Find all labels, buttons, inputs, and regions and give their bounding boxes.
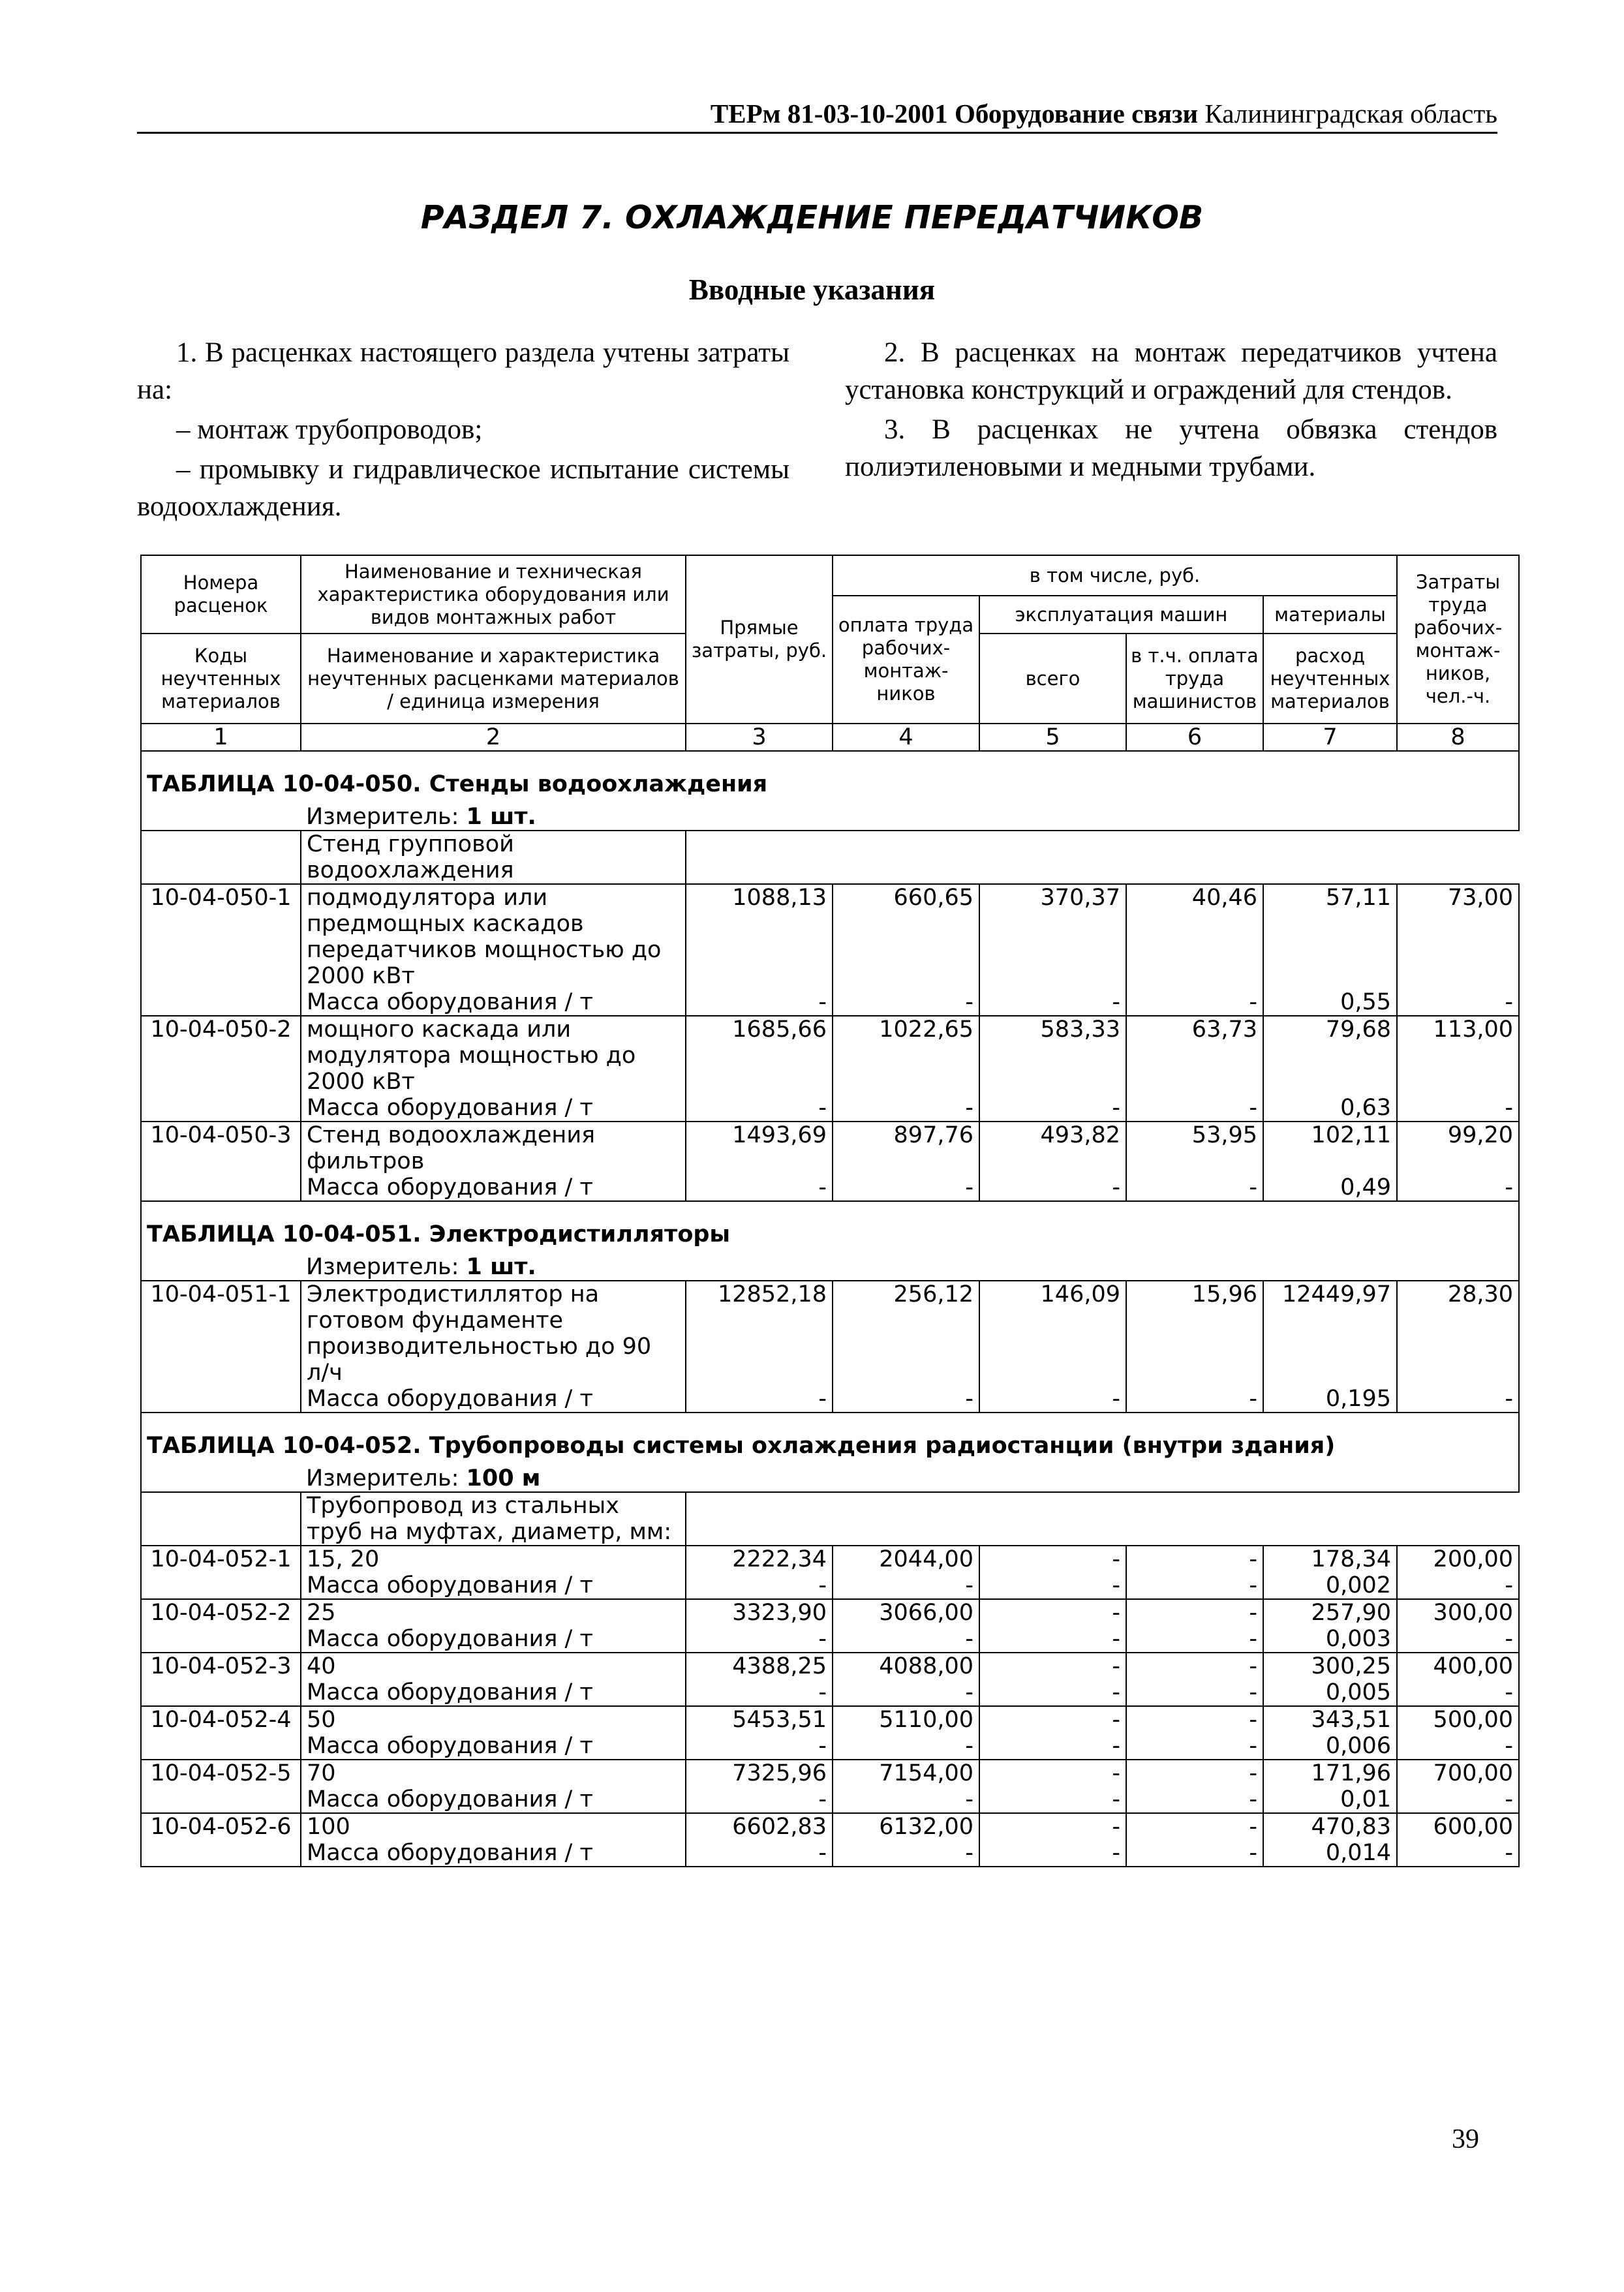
rate-value: 40,46 [1126,884,1263,989]
rate-value: - [979,1599,1126,1626]
mass-label: Масса оборудования / т [301,1572,686,1599]
measure-row [141,1254,1519,1281]
rate-value: 1685,66 [686,1016,833,1095]
mass-value: - [1397,989,1519,1016]
mass-value: - [833,1572,979,1599]
mass-value: - [979,1733,1126,1760]
mass-value: - [1126,1733,1263,1760]
mass-value: - [833,1840,979,1867]
measure-cell [301,1254,1519,1281]
mass-row [141,1840,1519,1867]
column-number: 2 [301,724,686,751]
rate-value: - [1126,1653,1263,1679]
rate-name: 15, 20 [301,1546,686,1572]
rate-value: 3323,90 [686,1599,833,1626]
mass-value: 0,195 [1263,1386,1397,1413]
mass-value: - [979,1840,1126,1867]
table-row [141,1760,1519,1786]
rates-table [140,555,1518,1867]
mass-value: - [686,1786,833,1813]
rate-value: 4388,25 [686,1653,833,1679]
table-row [141,1706,1519,1733]
mass-row [141,1174,1519,1201]
table-row [141,1546,1519,1572]
mass-value: - [1397,1572,1519,1599]
mass-value: - [979,1572,1126,1599]
rate-value: 600,00 [1397,1813,1519,1840]
rate-value: 300,25 [1263,1653,1397,1679]
rate-value: 178,34 [1263,1546,1397,1572]
mass-value: - [979,1626,1126,1653]
mass-row [141,1572,1519,1599]
header-col1-bottom: Коды неучтенных материалов [141,634,301,724]
rate-value: 1493,69 [686,1122,833,1174]
mass-value: - [1397,1626,1519,1653]
rate-value: - [979,1706,1126,1733]
mass-value: - [686,1386,833,1413]
rate-code: 10-04-052-5 [141,1760,301,1813]
measure-row [141,804,1519,831]
header-col4: оплата труда рабочих-монтаж-ников [833,596,979,724]
header-code: ТЕРм 81-03-10-2001 [710,99,948,129]
group-row [141,831,1519,884]
rate-code: 10-04-052-3 [141,1653,301,1706]
rate-value: - [1126,1599,1263,1626]
rate-value: 113,00 [1397,1016,1519,1095]
rate-name: 40 [301,1653,686,1679]
header-incl: в том числе, руб. [833,555,1397,596]
intro-paragraph: – промывку и гидравлическое испытание системы водоохлаждения. [137,454,789,522]
rate-value: 28,30 [1397,1281,1519,1386]
rate-name: Стенд водоохлаждения фильтров [301,1122,686,1174]
mass-value: - [833,1095,979,1122]
mass-value: - [1397,1786,1519,1813]
rate-value: 400,00 [1397,1653,1519,1679]
rate-value: 470,83 [1263,1813,1397,1840]
mass-value: - [833,1679,979,1706]
mass-value: 0,63 [1263,1095,1397,1122]
rate-value: - [1126,1760,1263,1786]
header-col3: Прямые затраты, руб. [686,555,833,724]
intro-paragraph: – монтаж трубопроводов; [176,414,483,445]
mass-value: 0,005 [1263,1679,1397,1706]
rate-value: 5453,51 [686,1706,833,1733]
column-number: 6 [1126,724,1263,751]
group-name: Стенд групповой водоохлаждения [301,831,686,884]
mass-value: - [1126,1840,1263,1867]
mass-value: - [833,1386,979,1413]
rate-value: - [979,1653,1126,1679]
rate-value: 1088,13 [686,884,833,989]
mass-value: - [1126,1626,1263,1653]
mass-value: - [686,1679,833,1706]
measure-value: 1 шт. [466,804,536,830]
measure-cell [301,804,1519,831]
rate-code: 10-04-052-2 [141,1599,301,1653]
rate-value: 300,00 [1397,1599,1519,1626]
intro-paragraph: 3. В расценках не учтена обвязка стендов полиэтиленовыми и медными трубами. [845,414,1497,482]
mass-label: Масса оборудования / т [301,1626,686,1653]
intro-title: Вводные указания [688,273,936,306]
column-number: 3 [686,724,833,751]
column-number: 8 [1397,724,1519,751]
rate-code: 10-04-050-1 [141,884,301,1016]
mass-value: - [686,1626,833,1653]
rate-value: 493,82 [979,1122,1126,1174]
table-title: ТАБЛИЦА 10-04-050. Стенды водоохлаждения [141,751,1519,804]
header-machines: эксплуатация машин [979,596,1263,634]
header-col7: расход неучтенных материалов [1263,634,1397,724]
mass-value: 0,002 [1263,1572,1397,1599]
rate-value: 15,96 [1126,1281,1263,1386]
mass-value: - [833,1733,979,1760]
rate-value: - [1126,1706,1263,1733]
measure-spacer [141,1465,301,1492]
page-number: 39 [1452,2124,1479,2154]
mass-value: - [979,1786,1126,1813]
rate-code: 10-04-051-1 [141,1281,301,1413]
rate-value: - [979,1546,1126,1572]
rate-value: 3066,00 [833,1599,979,1626]
table-title-row [141,1201,1519,1254]
mass-value: 0,01 [1263,1786,1397,1813]
mass-row [141,989,1519,1016]
mass-value: - [979,1679,1126,1706]
header-region: Калининградская область [1204,99,1497,129]
mass-label: Масса оборудования / т [301,1840,686,1867]
table-row [141,1653,1519,1679]
rate-value: - [1126,1813,1263,1840]
rate-value: 256,12 [833,1281,979,1386]
mass-value: - [833,1786,979,1813]
rate-value: 500,00 [1397,1706,1519,1733]
rate-value: 700,00 [1397,1760,1519,1786]
mass-value: - [833,989,979,1016]
mass-value: - [686,1095,833,1122]
mass-value: - [1397,1679,1519,1706]
rate-name: 100 [301,1813,686,1840]
mass-value: - [1397,1386,1519,1413]
rate-code: 10-04-050-2 [141,1016,301,1122]
rate-value: 146,09 [979,1281,1126,1386]
rate-value: 660,65 [833,884,979,989]
mass-value: - [1126,1679,1263,1706]
mass-value: - [686,1572,833,1599]
table-row [141,1281,1519,1386]
table-row [141,1122,1519,1174]
rate-code: 10-04-052-1 [141,1546,301,1599]
mass-value: - [979,1095,1126,1122]
table-title: ТАБЛИЦА 10-04-051. Электродистилляторы [141,1201,1519,1254]
mass-value: - [979,1174,1126,1201]
rate-value: 257,90 [1263,1599,1397,1626]
page-header [137,98,1497,134]
mass-value: - [979,1386,1126,1413]
rate-value: 897,76 [833,1122,979,1174]
measure-label: Измеритель: [306,1254,459,1280]
measure-row [141,1465,1519,1492]
rate-code: 10-04-052-4 [141,1706,301,1760]
rate-value: 5110,00 [833,1706,979,1733]
mass-label: Масса оборудования / т [301,1679,686,1706]
rate-code: 10-04-052-6 [141,1813,301,1867]
rate-value: 12852,18 [686,1281,833,1386]
mass-value: - [686,1174,833,1201]
rate-value: 102,11 [1263,1122,1397,1174]
rate-value: - [979,1813,1126,1840]
mass-value: 0,55 [1263,989,1397,1016]
mass-value: - [1397,1174,1519,1201]
header-col2-bottom: Наименование и характеристика неучтенных расценками материалов / единица измерения [301,634,686,724]
column-number: 1 [141,724,301,751]
mass-value: - [1126,989,1263,1016]
rate-value: 53,95 [1126,1122,1263,1174]
mass-value: - [1126,1786,1263,1813]
rate-value: 99,20 [1397,1122,1519,1174]
mass-row [141,1095,1519,1122]
mass-row [141,1733,1519,1760]
rate-value: 4088,00 [833,1653,979,1679]
group-blank [686,1492,1519,1546]
mass-label: Масса оборудования / т [301,1095,686,1122]
intro-right-column [845,334,1497,488]
mass-value: - [833,1626,979,1653]
column-number: 4 [833,724,979,751]
rate-value: 2044,00 [833,1546,979,1572]
rate-value: 73,00 [1397,884,1519,989]
rate-name: 70 [301,1760,686,1786]
mass-value: - [1126,1174,1263,1201]
mass-row [141,1626,1519,1653]
mass-value: - [1397,1733,1519,1760]
rate-name: 25 [301,1599,686,1626]
mass-label: Масса оборудования / т [301,989,686,1016]
header-col6: в т.ч. оплата труда машинистов [1126,634,1263,724]
mass-value: 0,014 [1263,1840,1397,1867]
table-row [141,884,1519,989]
measure-spacer [141,804,301,831]
mass-value: - [686,989,833,1016]
rate-value: - [979,1760,1126,1786]
header-col1-top: Номера расценок [141,555,301,634]
rate-name: 50 [301,1706,686,1733]
rate-value: 7325,96 [686,1760,833,1786]
mass-value: - [979,989,1126,1016]
table-title: ТАБЛИЦА 10-04-052. Трубопроводы системы охлаждения радиостанции (внутри здания) [141,1413,1519,1465]
rate-value: 12449,97 [1263,1281,1397,1386]
rate-value: 79,68 [1263,1016,1397,1095]
mass-value: - [1126,1386,1263,1413]
rate-value: 7154,00 [833,1760,979,1786]
mass-row [141,1786,1519,1813]
rate-value: 370,37 [979,884,1126,989]
header-col5: всего [979,634,1126,724]
column-numbers-row [141,724,1519,751]
mass-value: - [1126,1572,1263,1599]
header-materials: материалы [1263,596,1397,634]
mass-value: - [1126,1095,1263,1122]
rate-value: 343,51 [1263,1706,1397,1733]
measure-spacer [141,1254,301,1281]
mass-value: - [686,1733,833,1760]
mass-value: 0,003 [1263,1626,1397,1653]
mass-value: - [1397,1840,1519,1867]
rate-value: - [1126,1546,1263,1572]
mass-value: 0,49 [1263,1174,1397,1201]
rate-value: 1022,65 [833,1016,979,1095]
column-number: 7 [1263,724,1397,751]
group-spacer [141,1492,301,1546]
mass-label: Масса оборудования / т [301,1786,686,1813]
mass-value: 0,006 [1263,1733,1397,1760]
mass-label: Масса оборудования / т [301,1386,686,1413]
header-col2-top: Наименование и техническая характеристика оборудования или видов монтажных работ [301,555,686,634]
rate-value: 63,73 [1126,1016,1263,1095]
mass-value: - [1397,1095,1519,1122]
rate-code: 10-04-050-3 [141,1122,301,1201]
rate-value: 6132,00 [833,1813,979,1840]
rate-value: 2222,34 [686,1546,833,1572]
rate-value: 57,11 [1263,884,1397,989]
header-col8: Затраты труда рабочих-монтаж-ников, чел.-ч. [1397,555,1519,724]
rate-value: 583,33 [979,1016,1126,1095]
measure-value: 1 шт. [466,1254,536,1280]
mass-row [141,1679,1519,1706]
mass-value: - [686,1840,833,1867]
table-row [141,1813,1519,1840]
rate-value: 171,96 [1263,1760,1397,1786]
group-blank [686,831,1519,884]
group-row [141,1492,1519,1546]
section-title: РАЗДЕЛ 7. ОХЛАЖДЕНИЕ ПЕРЕДАТЧИКОВ [420,199,1204,236]
rate-name: мощного каскада или модулятора мощностью до 2000 кВт [301,1016,686,1095]
measure-value: 100 м [466,1465,541,1491]
rate-name: Электродистиллятор на готовом фундаменте производительностью до 90 л/ч [301,1281,686,1386]
intro-left-column [137,334,789,528]
table-row [141,1016,1519,1095]
intro-paragraph: 1. В расценках настоящего раздела учтены затраты на: [137,337,789,405]
measure-cell [301,1465,1519,1492]
mass-value: - [833,1174,979,1201]
table-row [141,1599,1519,1626]
header-name: Оборудование связи [955,99,1199,129]
measure-label: Измеритель: [306,1465,459,1491]
mass-label: Масса оборудования / т [301,1174,686,1201]
mass-row [141,1386,1519,1413]
column-number: 5 [979,724,1126,751]
rate-value: 200,00 [1397,1546,1519,1572]
table-title-row [141,751,1519,804]
measure-label: Измеритель: [306,804,459,830]
group-spacer [141,831,301,884]
group-name: Трубопровод из стальных труб на муфтах, диаметр, мм: [301,1492,686,1546]
intro-paragraph: 2. В расценках на монтаж передатчиков учтена установка конструкций и ограждений для стендов. [845,337,1497,405]
rate-value: 6602,83 [686,1813,833,1840]
mass-label: Масса оборудования / т [301,1733,686,1760]
rate-name: подмодулятора или предмощных каскадов передатчиков мощностью до 2000 кВт [301,884,686,989]
table-title-row [141,1413,1519,1465]
